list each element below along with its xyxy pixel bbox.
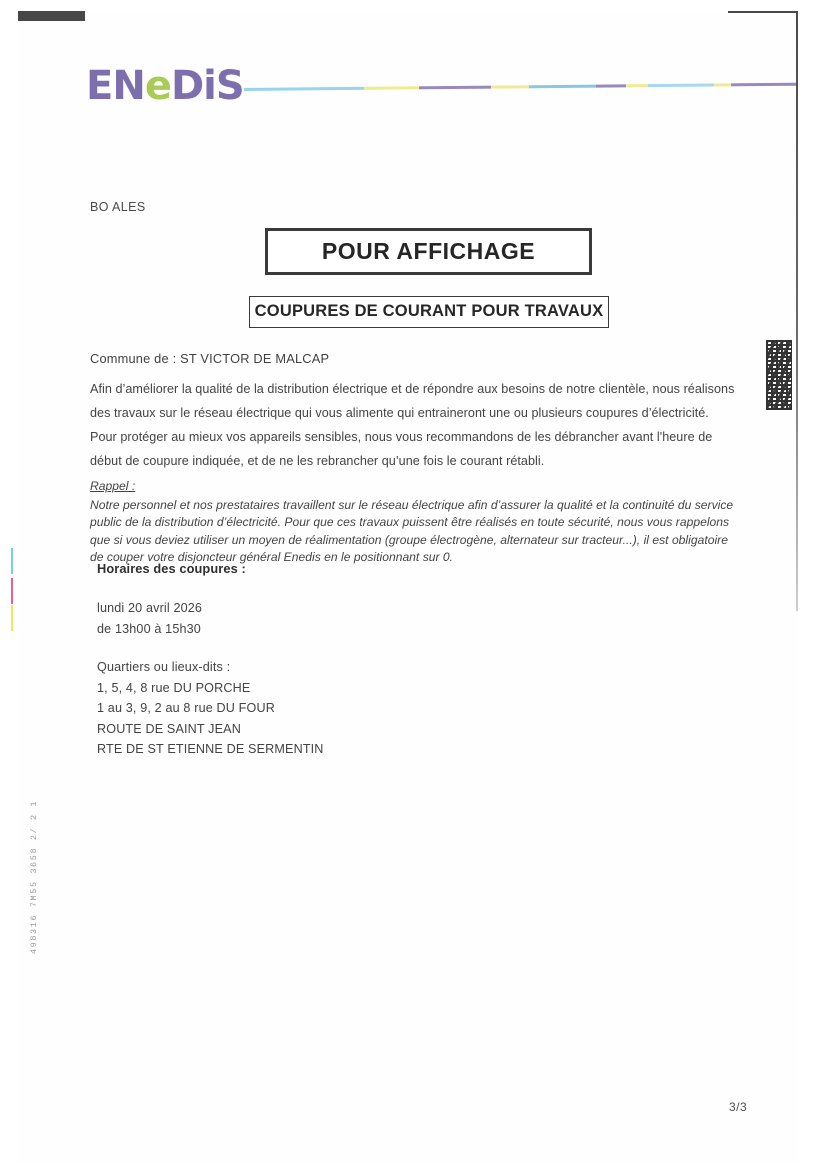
logo-text-before: EN [86,63,145,109]
page-number: 3/3 [729,1100,748,1114]
schedule-details [97,598,202,639]
banner-coupures-travaux: COUPURES DE COURANT POUR TRAVAUX [249,296,609,328]
logo-text-accent: e [144,63,171,109]
paper-sheet [18,14,798,1164]
logo-text-after: DiS [170,63,244,109]
scan-edge-right [796,11,798,611]
calibration-mark-cyan [11,548,13,574]
fax-transmission-footer: 498316 7M55 3658 2/ 2 1 [29,799,39,955]
schedule-time-range: de 13h00 à 15h30 [97,621,201,636]
paragraph-protection: Pour protéger au mieux vos appareils sensibles, nous vous recommandons de les débrancher avant l'heure de début de coupure indiquée, et de ne les rebrancher qu’une fois le courant rétabli. [90,430,713,468]
location-item: RTE DE ST ETIENNE DE SERMENTIN [97,742,324,756]
rappel-title: Rappel : [90,479,136,493]
schedule-title: Horaires des coupures : [97,561,246,576]
rappel-body: Notre personnel et nos prestataires travaillent sur le réseau électrique afin d’assurer la qualité et la continuité du service public de la distribution d’électricité. Pour que ces travaux puissent être réalisés en toute sécurité, nous vous rappelons que si vous deviez utiliser un moyen de réalimentation (groupe électrogène, alternateur sur tracteur...), il est obligatoire de couper votre disjoncteur général Enedis en le positionnant sur 0. [90,497,734,564]
location-item: ROUTE DE SAINT JEAN [97,721,241,736]
location-item: 1 au 3, 9, 2 au 8 rue DU FOUR [97,701,275,715]
rappel-section [90,478,738,567]
agency-label: BO ALES [90,200,146,214]
schedule-date: lundi 20 avril 2026 [97,601,203,615]
locations-title: Quartiers ou lieux-dits : [97,660,231,674]
locations-section [97,657,324,760]
calibration-mark-yellow [11,605,13,631]
enedis-logo [86,63,244,109]
paragraph-travaux: Afin d’améliorer la qualité de la distribution électrique et de répondre aux besoins de notre clientèle, nous réalisons des travaux sur le réseau électrique qui vous alimente qui entraineront une ou plusieurs coupures d’électricité. [90,382,735,420]
calibration-mark-magenta [11,578,13,604]
commune-line: Commune de : ST VICTOR DE MALCAP [90,351,330,366]
scan-edge-top [728,11,798,13]
scan-registration-mark [18,11,85,21]
datamatrix-barcode [766,340,792,410]
banner-pour-affichage: POUR AFFICHAGE [265,228,592,275]
location-item: 1, 5, 4, 8 rue DU PORCHE [97,680,251,695]
